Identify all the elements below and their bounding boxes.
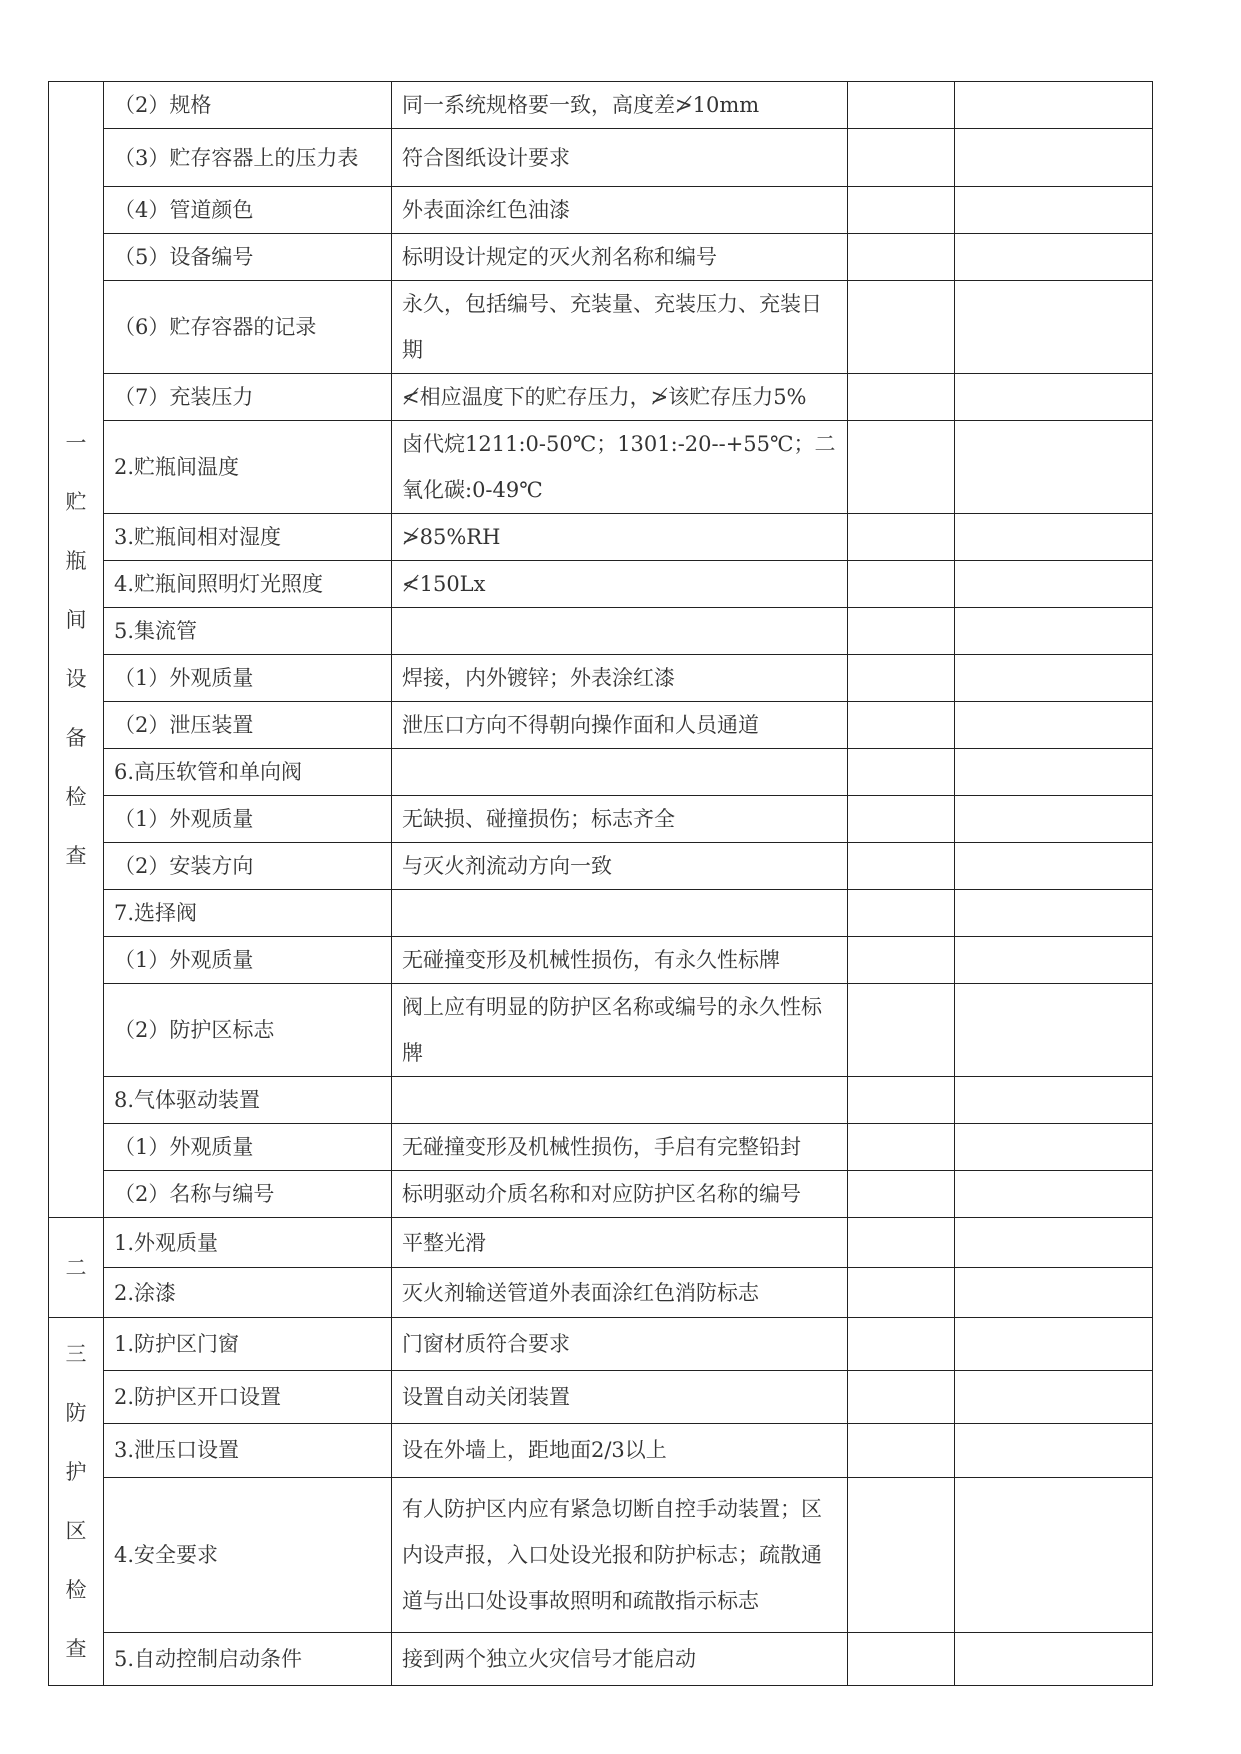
result-cell: [848, 1477, 955, 1632]
check-item: （1）外观质量: [104, 655, 392, 702]
inspection-table: [48, 81, 1153, 1686]
check-requirement: 门窗材质符合要求: [392, 1318, 848, 1371]
remark-cell: [955, 1371, 1153, 1424]
result-cell: [848, 129, 955, 187]
table-row: [49, 561, 1153, 608]
section-label: 一 贮 瓶 间 设 备 检 查: [49, 82, 104, 1218]
check-item: 8.气体驱动装置: [104, 1077, 392, 1124]
remark-cell: [955, 1218, 1153, 1268]
remark-cell: [955, 984, 1153, 1077]
table-row: [49, 937, 1153, 984]
result-cell: [848, 1318, 955, 1371]
check-item: （1）外观质量: [104, 1124, 392, 1171]
check-item: （5）设备编号: [104, 234, 392, 281]
remark-cell: [955, 187, 1153, 234]
check-item: （6）贮存容器的记录: [104, 281, 392, 374]
table-row: [49, 129, 1153, 187]
result-cell: [848, 1268, 955, 1318]
check-requirement: 无碰撞变形及机械性损伤，手启有完整铅封: [392, 1124, 848, 1171]
remark-cell: [955, 1124, 1153, 1171]
remark-cell: [955, 749, 1153, 796]
table-row: [49, 796, 1153, 843]
table-row: [49, 608, 1153, 655]
remark-cell: [955, 608, 1153, 655]
check-requirement: 标明设计规定的灭火剂名称和编号: [392, 234, 848, 281]
remark-cell: [955, 281, 1153, 374]
remark-cell: [955, 1477, 1153, 1632]
result-cell: [848, 1077, 955, 1124]
check-item: 2.防护区开口设置: [104, 1371, 392, 1424]
remark-cell: [955, 129, 1153, 187]
remark-cell: [955, 514, 1153, 561]
result-cell: [848, 514, 955, 561]
table-row: [49, 1632, 1153, 1685]
table-row: [49, 1124, 1153, 1171]
check-requirement: 同一系统规格要一致，高度差≯10mm: [392, 82, 848, 129]
table-row: [49, 1424, 1153, 1477]
result-cell: [848, 187, 955, 234]
result-cell: [848, 937, 955, 984]
table-row: [49, 1077, 1153, 1124]
table-row: [49, 702, 1153, 749]
check-item: （2）泄压装置: [104, 702, 392, 749]
check-requirement: 设在外墙上，距地面2/3以上: [392, 1424, 848, 1477]
check-item: 7.选择阀: [104, 890, 392, 937]
check-item: （7）充装压力: [104, 374, 392, 421]
check-item: （2）防护区标志: [104, 984, 392, 1077]
result-cell: [848, 561, 955, 608]
table-row: [49, 843, 1153, 890]
check-item: 4.贮瓶间照明灯光照度: [104, 561, 392, 608]
check-requirement: 符合图纸设计要求: [392, 129, 848, 187]
table-row: [49, 187, 1153, 234]
table-row: [49, 281, 1153, 374]
table-row: [49, 234, 1153, 281]
section-label: 二: [49, 1218, 104, 1318]
remark-cell: [955, 843, 1153, 890]
check-item: （2）名称与编号: [104, 1171, 392, 1218]
result-cell: [848, 843, 955, 890]
check-item: （2）规格: [104, 82, 392, 129]
check-item: 2.贮瓶间温度: [104, 421, 392, 514]
check-requirement: 卤代烷1211:0-50℃；1301:-20--+55℃；二氧化碳:0-49℃: [392, 421, 848, 514]
check-requirement: 泄压口方向不得朝向操作面和人员通道: [392, 702, 848, 749]
check-item: 5.自动控制启动条件: [104, 1632, 392, 1685]
result-cell: [848, 1371, 955, 1424]
check-requirement: [392, 608, 848, 655]
check-requirement: 阀上应有明显的防护区名称或编号的永久性标牌: [392, 984, 848, 1077]
check-requirement: 标明驱动介质名称和对应防护区名称的编号: [392, 1171, 848, 1218]
check-requirement: 永久，包括编号、充装量、充装压力、充装日期: [392, 281, 848, 374]
result-cell: [848, 421, 955, 514]
inspection-table-body: [49, 82, 1153, 1686]
remark-cell: [955, 1318, 1153, 1371]
check-item: （1）外观质量: [104, 796, 392, 843]
check-requirement: 无碰撞变形及机械性损伤，有永久性标牌: [392, 937, 848, 984]
section-label: 三 防 护 区 检 查: [49, 1318, 104, 1686]
result-cell: [848, 1171, 955, 1218]
result-cell: [848, 608, 955, 655]
table-row: [49, 890, 1153, 937]
table-row: [49, 82, 1153, 129]
remark-cell: [955, 702, 1153, 749]
check-requirement: [392, 749, 848, 796]
check-item: （2）安装方向: [104, 843, 392, 890]
check-item: （3）贮存容器上的压力表: [104, 129, 392, 187]
remark-cell: [955, 421, 1153, 514]
table-row: [49, 374, 1153, 421]
check-requirement: [392, 1077, 848, 1124]
check-item: 1.防护区门窗: [104, 1318, 392, 1371]
table-row: [49, 514, 1153, 561]
check-item: 5.集流管: [104, 608, 392, 655]
remark-cell: [955, 796, 1153, 843]
table-row: [49, 1268, 1153, 1318]
result-cell: [848, 796, 955, 843]
remark-cell: [955, 1077, 1153, 1124]
check-item: 1.外观质量: [104, 1218, 392, 1268]
result-cell: [848, 1124, 955, 1171]
check-requirement: 焊接，内外镀锌；外表涂红漆: [392, 655, 848, 702]
table-row: [49, 421, 1153, 514]
table-row: [49, 1477, 1153, 1632]
result-cell: [848, 702, 955, 749]
remark-cell: [955, 1268, 1153, 1318]
result-cell: [848, 82, 955, 129]
check-requirement: 有人防护区内应有紧急切断自控手动装置；区内设声报，入口处设光报和防护标志；疏散通道与出口处设事故照明和疏散指示标志: [392, 1477, 848, 1632]
check-item: 3.贮瓶间相对湿度: [104, 514, 392, 561]
result-cell: [848, 984, 955, 1077]
check-requirement: 接到两个独立火灾信号才能启动: [392, 1632, 848, 1685]
check-requirement: 无缺损、碰撞损伤；标志齐全: [392, 796, 848, 843]
remark-cell: [955, 374, 1153, 421]
check-item: 6.高压软管和单向阀: [104, 749, 392, 796]
result-cell: [848, 749, 955, 796]
check-requirement: 平整光滑: [392, 1218, 848, 1268]
result-cell: [848, 374, 955, 421]
check-requirement: ≯85%RH: [392, 514, 848, 561]
remark-cell: [955, 937, 1153, 984]
check-requirement: 与灭火剂流动方向一致: [392, 843, 848, 890]
remark-cell: [955, 234, 1153, 281]
table-row: [49, 984, 1153, 1077]
remark-cell: [955, 890, 1153, 937]
remark-cell: [955, 561, 1153, 608]
table-row: [49, 749, 1153, 796]
check-item: （1）外观质量: [104, 937, 392, 984]
result-cell: [848, 1424, 955, 1477]
check-item: 2.涂漆: [104, 1268, 392, 1318]
remark-cell: [955, 1171, 1153, 1218]
check-requirement: ≮150Lx: [392, 561, 848, 608]
result-cell: [848, 1632, 955, 1685]
result-cell: [848, 1218, 955, 1268]
remark-cell: [955, 1424, 1153, 1477]
table-row: [49, 1218, 1153, 1268]
result-cell: [848, 890, 955, 937]
check-requirement: ≮相应温度下的贮存压力，≯该贮存压力5%: [392, 374, 848, 421]
check-requirement: [392, 890, 848, 937]
check-requirement: 灭火剂输送管道外表面涂红色消防标志: [392, 1268, 848, 1318]
check-requirement: 外表面涂红色油漆: [392, 187, 848, 234]
remark-cell: [955, 655, 1153, 702]
check-requirement: 设置自动关闭装置: [392, 1371, 848, 1424]
check-item: （4）管道颜色: [104, 187, 392, 234]
table-row: [49, 1171, 1153, 1218]
remark-cell: [955, 82, 1153, 129]
table-row: [49, 1318, 1153, 1371]
table-row: [49, 1371, 1153, 1424]
remark-cell: [955, 1632, 1153, 1685]
check-item: 4.安全要求: [104, 1477, 392, 1632]
result-cell: [848, 281, 955, 374]
result-cell: [848, 234, 955, 281]
result-cell: [848, 655, 955, 702]
table-row: [49, 655, 1153, 702]
check-item: 3.泄压口设置: [104, 1424, 392, 1477]
